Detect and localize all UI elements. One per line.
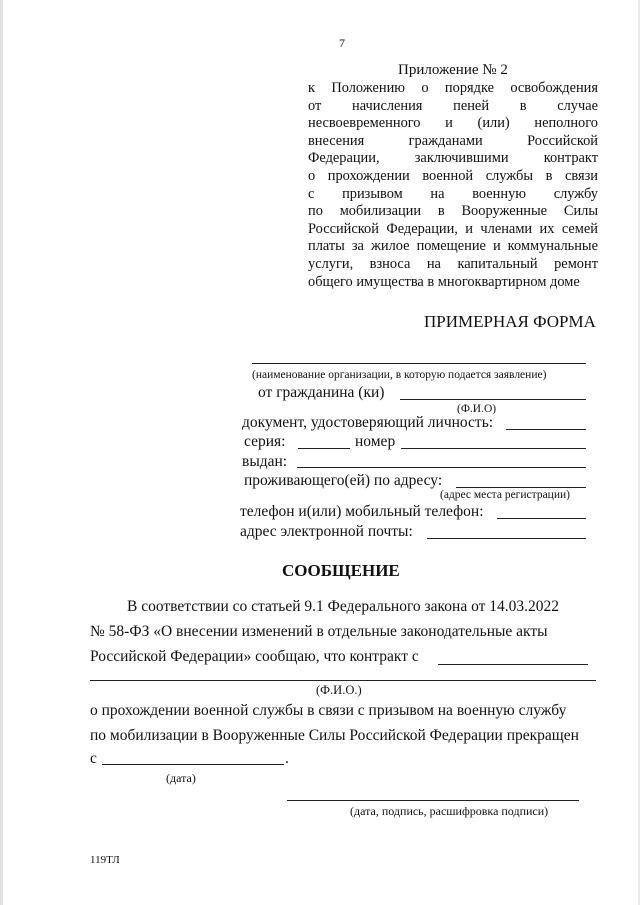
signature-line[interactable]: [287, 800, 579, 801]
signature-caption: (дата, подпись, расшифровка подписи): [350, 804, 549, 818]
number-label: номер: [355, 433, 396, 450]
message-fio-caption: (Ф.И.О.): [316, 683, 362, 697]
appendix-line: с призывом на военную службу: [308, 185, 598, 202]
footer-code: 119ТЛ: [90, 854, 120, 866]
email-line[interactable]: [427, 538, 586, 539]
id-document-line[interactable]: [506, 429, 586, 430]
form-title: ПРИМЕРНАЯ ФОРМА: [424, 312, 596, 331]
appendix-line: к Положению о порядке освобождения: [308, 80, 598, 96]
appendix-line: Российской Федерации, и членами их семей: [308, 220, 598, 237]
message-line-5: по мобилизации в Вооруженные Силы Российской Федерации прекращен: [90, 727, 579, 744]
appendix-line: несвоевременного и (или) неполного: [308, 115, 598, 132]
message-line-2: № 58-ФЗ «О внесении изменений в отдельные законодательные акты: [90, 623, 548, 640]
appendix-line: платы за жилое помещение и коммунальные: [308, 238, 598, 255]
residing-line[interactable]: [456, 487, 586, 488]
organization-name-line[interactable]: [252, 363, 586, 364]
issued-line[interactable]: [297, 467, 586, 468]
registration-caption: (адрес места регистрации): [440, 489, 570, 501]
appendix-line: от начисления пеней в случае: [308, 97, 598, 114]
issued-label: выдан:: [242, 453, 288, 470]
appendix-line: Федерации, заключившими контракт: [308, 150, 598, 167]
termination-date-line[interactable]: [102, 764, 284, 765]
appendix-line: по мобилизации в Вооруженные Силы: [308, 203, 598, 220]
fio-full-line[interactable]: [90, 680, 596, 681]
date-suffix: .: [285, 750, 289, 767]
number-line[interactable]: [401, 448, 586, 449]
message-heading: СООБЩЕНИЕ: [282, 561, 400, 580]
citizen-name-line[interactable]: [400, 399, 586, 400]
appendix-line: услуги, взноса на капитальный ремонт: [308, 255, 598, 272]
message-line-4: о прохождении военной службы в связи с призывом на военную службу: [90, 702, 567, 719]
page-number: 7: [339, 36, 345, 50]
id-document-label: документ, удостоверяющий личность:: [242, 414, 494, 431]
message-line-3: Российской Федерации» сообщаю, что контракт с: [90, 648, 419, 665]
fio-caption: (Ф.И.О): [457, 403, 497, 415]
contract-person-line[interactable]: [438, 664, 588, 665]
appendix-body: [308, 80, 598, 291]
phone-line[interactable]: [497, 518, 586, 519]
organization-caption: (наименование организации, в которую подается заявление): [252, 369, 547, 381]
appendix-line: общего имущества в многоквартирном доме: [308, 273, 580, 290]
phone-label: телефон и(или) мобильный телефон:: [240, 503, 484, 520]
appendix-line: внесения гражданами Российской: [308, 132, 598, 149]
residing-label: проживающего(ей) по адресу:: [244, 472, 443, 489]
appendix-line: о прохождении военной службы в связи: [308, 167, 598, 184]
series-label: серия:: [244, 433, 286, 450]
from-citizen-label: от гражданина (ки): [258, 384, 385, 401]
message-line-1: В соответствии со статьей 9.1 Федерального закона от 14.03.2022: [127, 598, 560, 615]
email-label: адрес электронной почты:: [240, 523, 413, 540]
scan-edge-left: [0, 0, 3, 905]
date-prefix: с: [90, 750, 97, 767]
series-line[interactable]: [298, 448, 350, 449]
date-caption: (дата): [166, 771, 196, 785]
appendix-title: Приложение № 2: [398, 62, 508, 78]
